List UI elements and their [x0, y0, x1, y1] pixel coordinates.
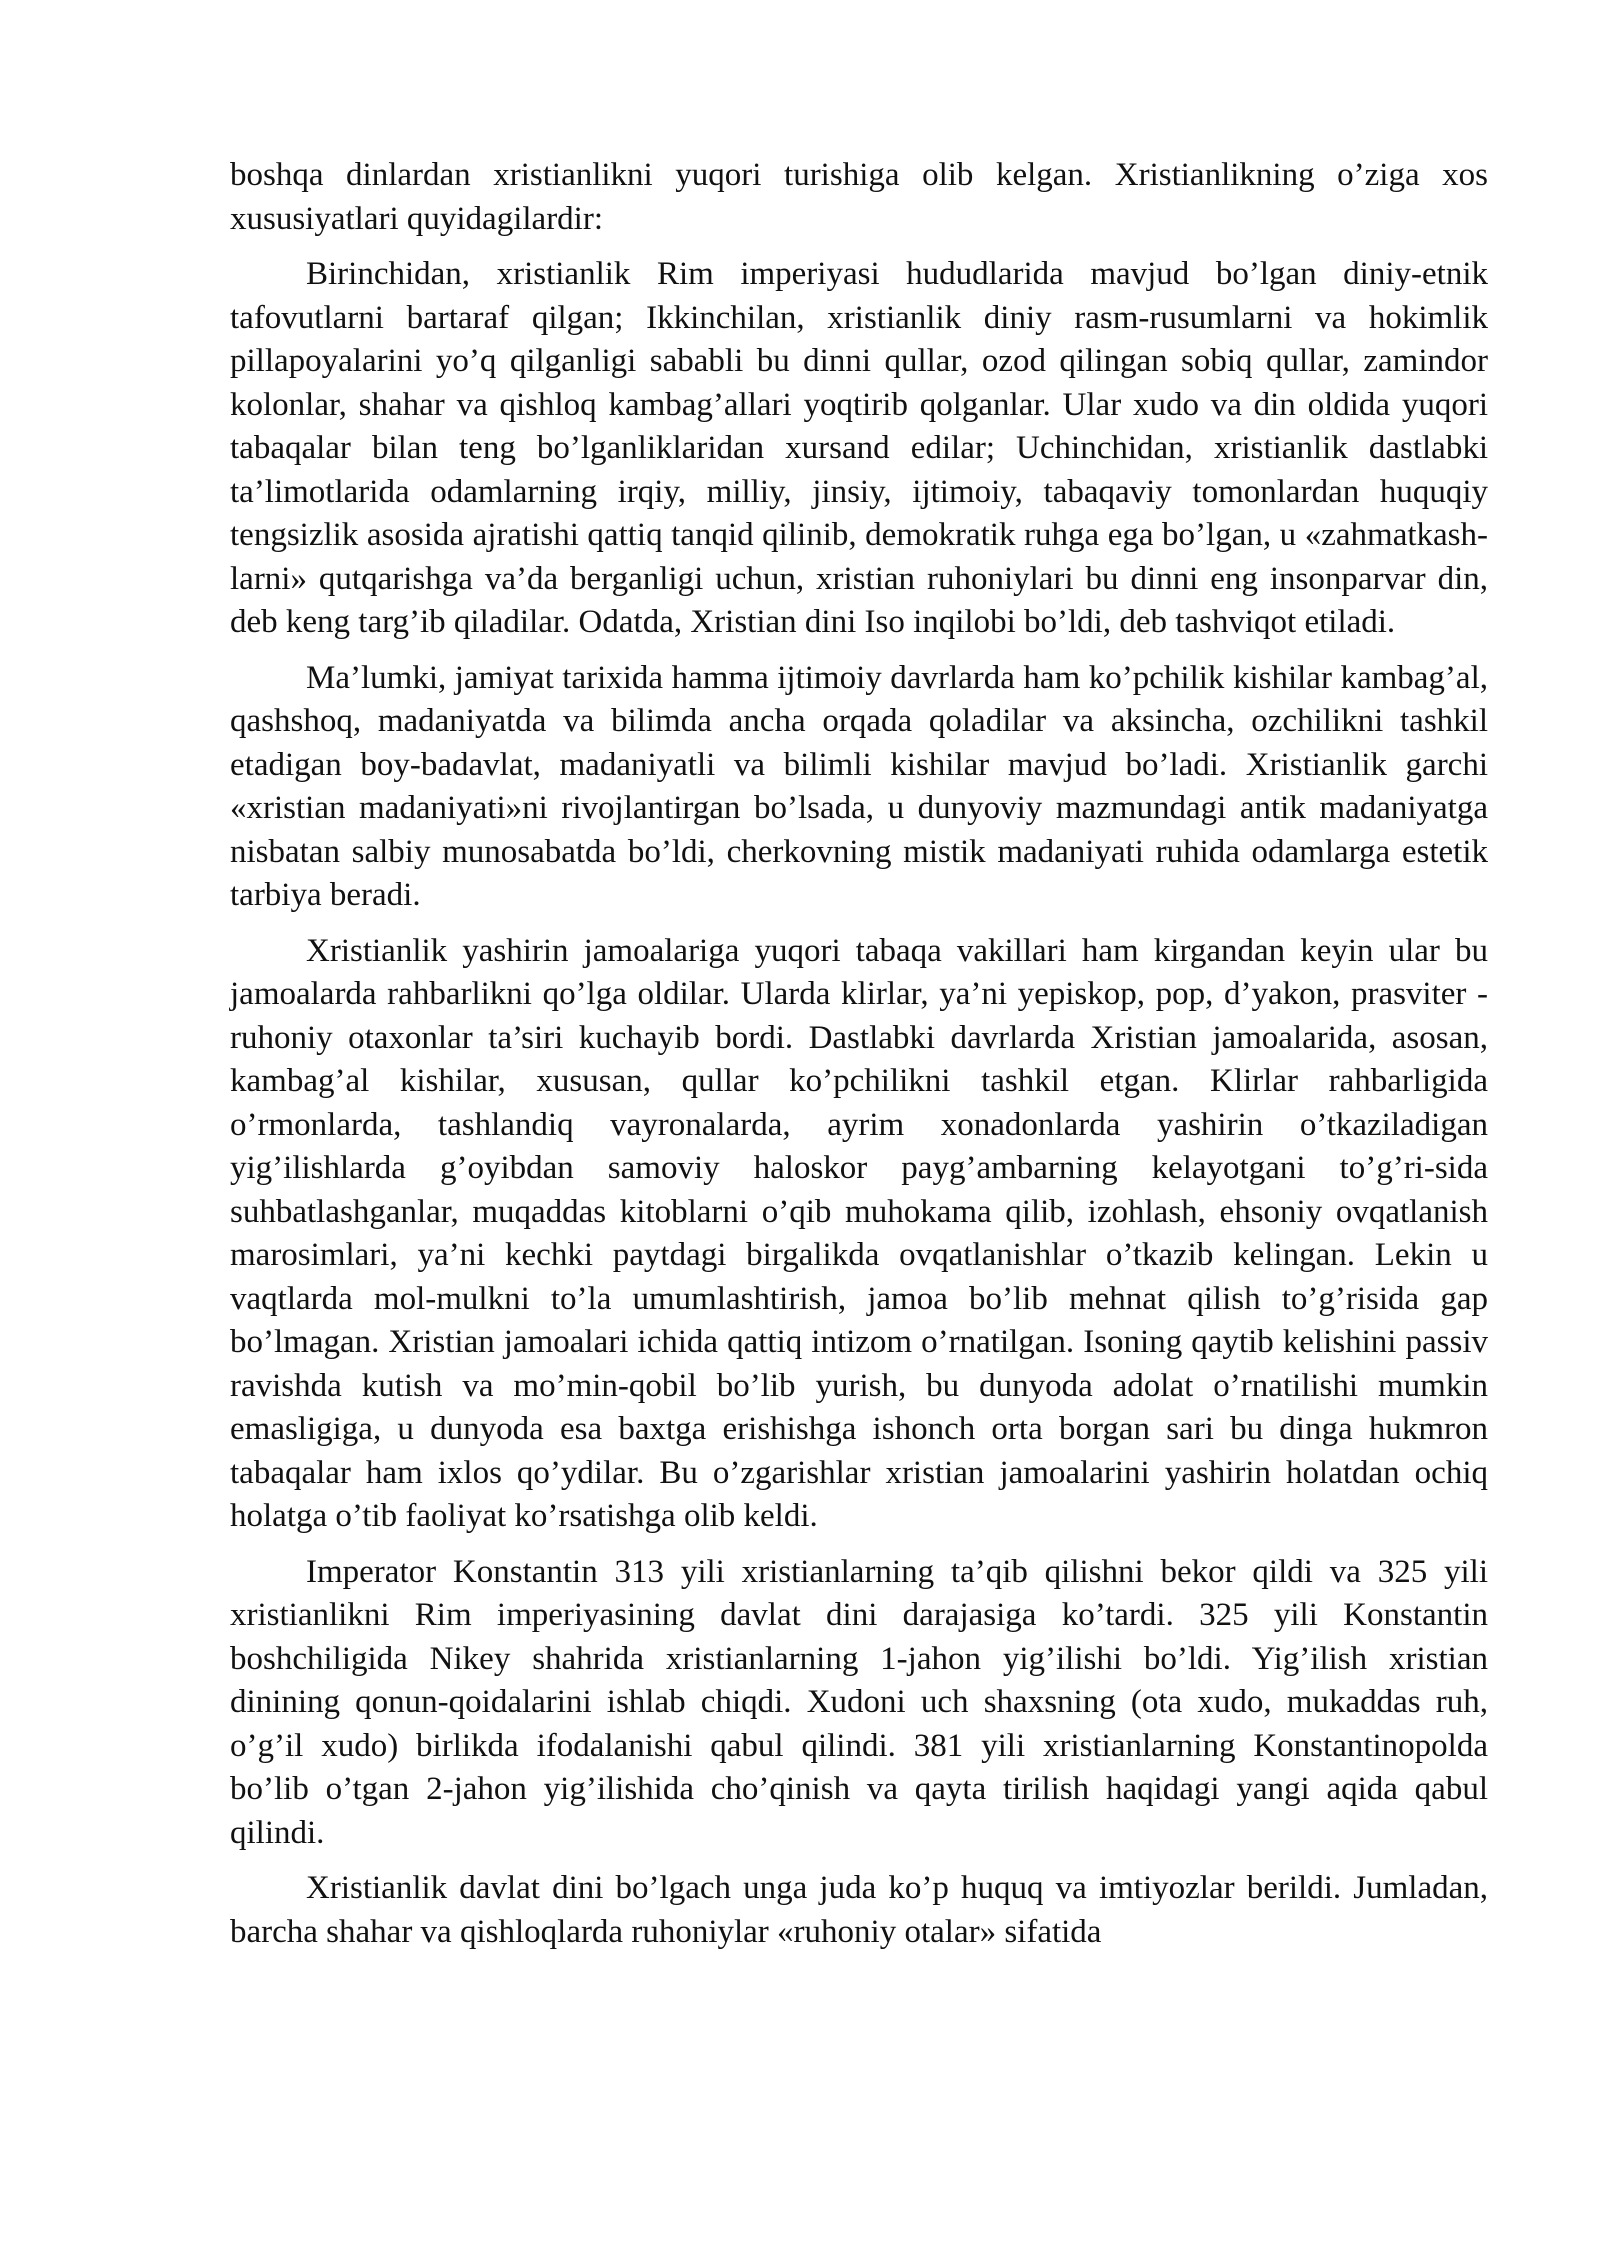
- paragraph-features: Birinchidan, xristianlik Rim imperiyasi hududlarida mavjud bo’lgan diniy-etnik tafovutlarni bartaraf qilgan; Ikkinchilan, xristianlik diniy rasm-rusumlarni va hokimlik pillapoyalarini yo’q qilganligi sababli bu dinni qullar, ozod qilingan sobiq qullar, zamindor kolonlar, shahar va qishloq kambag’allari yoqtirib qolganlar. Ular xudo va din oldida yuqori tabaqalar bilan teng bo’lganliklaridan xursand edilar; Uchinchidan, xristianlik dastlabki ta’limotlarida odamlarning irqiy, milliy, jinsiy, ijtimoiy, tabaqaviy tomonlardan huquqiy tengsizlik asosida ajratishi qattiq tanqid qilinib, demokratik ruhga ega bo’lgan, u «zahmatkash-larni» qutqarishga va’da berganligi uchun, xristian ruhoniylari bu dinni eng insonparvar din, deb keng targ’ib qiladilar. Odatda, Xristian dini Iso inqilobi bo’ldi, deb tashviqot etiladi.: [230, 256, 1488, 640]
- document-page: [230, 154, 1488, 1966]
- paragraph-society: Ma’lumki, jamiyat tarixida hamma ijtimoiy davrlarda ham ko’pchilik kishilar kambag’al, qashshoq, madaniyatda va bilimda ancha orqada qoladilar va aksincha, ozchilikni tashkil etadigan boy-badavlat, madaniyatli va bilimli kishilar mavjud bo’ladi. Xristianlik garchi «xristian madaniyati»ni rivojlantirgan bo’lsada, u dunyoviy mazmundagi antik madaniyatga nisbatan salbiy munosabatda bo’ldi, cherkovning mistik madaniyati ruhida odamlarga estetik tarbiya beradi.: [230, 659, 1488, 913]
- paragraph-konstantin: Imperator Konstantin 313 yili xristianlarning ta’qib qilishni bekor qildi va 325 yili xristianlikni Rim imperiyasining davlat dini darajasiga ko’tardi. 325 yili Konstantin boshchiligida Nikey shahrida xristianlarning 1-jahon yig’ilishi bo’ldi. Yig’ilish xristian dinining qonun-qoidalarini ishlab chiqdi. Xudoni uch shaxsning (ota xudo, mukaddas ruh, o’g’il xudo) birlikda ifodalanishi qabul qilindi. 381 yili xristianlarning Konstantinopolda bo’lib o’tgan 2-jahon yig’ilishida cho’qinish va qayta tirilish haqidagi yangi aqida qabul qilindi.: [230, 1553, 1488, 1851]
- paragraph-continuation: boshqa dinlardan xristianlikni yuqori turishiga olib kelgan. Xristianlikning o’ziga xos xususiyatlari quyidagilardir:: [230, 157, 1488, 237]
- paragraph-communities: Xristianlik yashirin jamoalariga yuqori tabaqa vakillari ham kirgandan keyin ular bu jamoalarda rahbarlikni qo’lga oldilar. Ularda klirlar, ya’ni yepiskop, pop, d’yakon, prasviter - ruhoniy otaxonlar ta’siri kuchayib bordi. Dastlabki davrlarda Xristian jamoalarida, asosan, kambag’al kishilar, xususan, qullar ko’pchilikni tashkil etgan. Klirlar rahbarligida o’rmonlarda, tashlandiq vayronalarda, ayrim xonadonlarda yashirin o’tkaziladigan yig’ilishlarda g’oyibdan samoviy haloskor payg’ambarning kelayotgani to’g’ri-sida suhbatlashganlar, muqaddas kitoblarni o’qib muhokama qilib, izohlash, ehsoniy ovqatlanish marosimlari, ya’ni kechki paytdagi birgalikda ovqatlanishlar o’tkazib kelingan. Lekin u vaqtlarda mol-mulkni to’la umumlashtirish, jamoa bo’lib mehnat qilish to’g’risida gap bo’lmagan. Xristian jamoalari ichida qattiq intizom o’rnatilgan. Isoning qaytib kelishini passiv ravishda kutish va mo’min-qobil bo’lib yurish, bu dunyoda adolat o’rnatilishi mumkin emasligiga, u dunyoda esa baxtga erishishga ishonch orta borgan sari bu dinga hukmron tabaqalar ham ixlos qo’ydilar. Bu o’zgarishlar xristian jamoalarini yashirin holatdan ochiq holatga o’tib faoliyat ko’rsatishga olib keldi.: [230, 932, 1488, 1534]
- paragraph-state-religion: Xristianlik davlat dini bo’lgach unga juda ko’p huquq va imtiyozlar berildi. Jumladan, barcha shahar va qishloqlarda ruhoniylar «ruhoniy otalar» sifatida: [230, 1870, 1488, 1950]
